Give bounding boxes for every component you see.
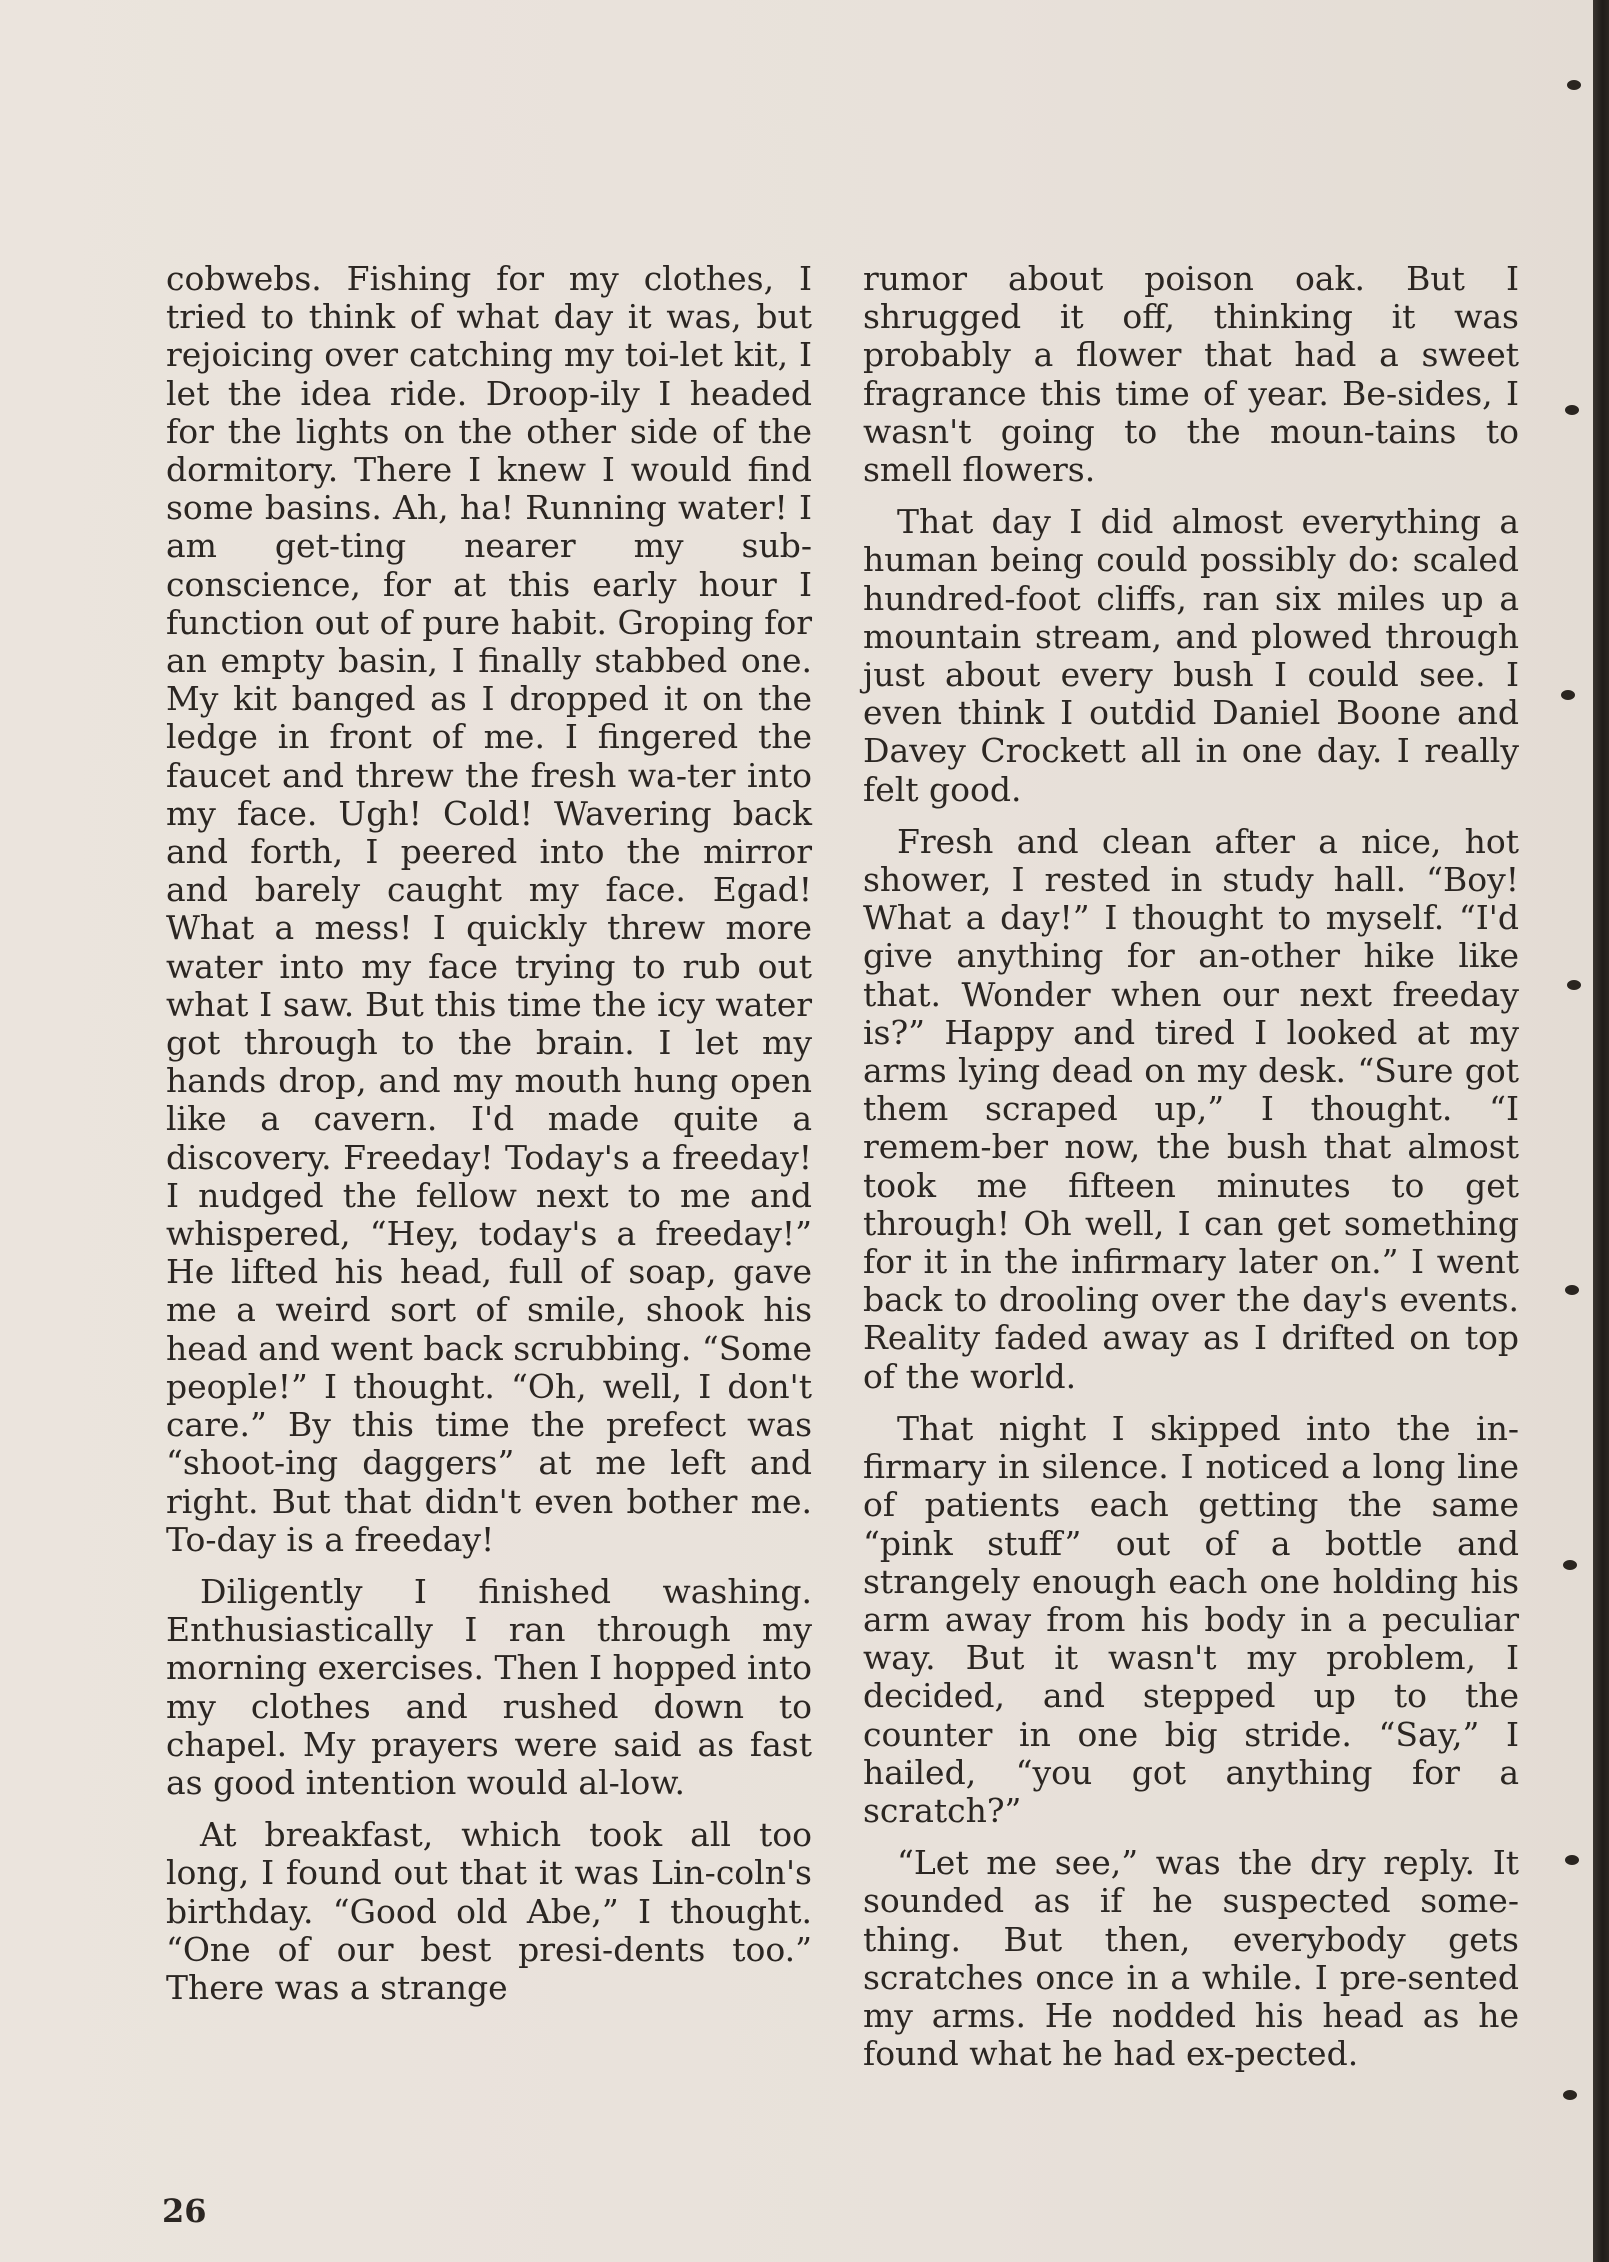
- binding-hole: [1565, 1855, 1579, 1865]
- paragraph: cobwebs. Fishing for my clothes, I tried to think of what day it was, but rejoicing over catching my toi-let kit, I let the idea ride. Droop-ily I headed for the lights on the other side of the dormitory. There I knew I would find some basins. Ah, ha! Running water! I am get-ting nearer my sub-conscience, for at this early hour I function out of pure habit. Groping for an empty basin, I finally stabbed one. My kit banged as I dropped it on the ledge in front of me. I fingered the faucet and threw the fresh wa-ter into my face. Ugh! Cold! Wavering back and forth, I peered into the mirror and barely caught my face. Egad! What a mess! I quickly threw more water into my face trying to rub out what I saw. But this time the icy water got through to the brain. I let my hands drop, and my mouth hung open like a cavern. I'd made quite a discovery. Freeday! Today's a freeday! I nudged the fellow next to me and whispered, “Hey, today's a freeday!” He lifted his head, full of soap, gave me a weird sort of smile, shook his head and went back scrubbing. “Some people!” I thought. “Oh, well, I don't care.” By this time the prefect was “shoot-ing daggers” at me left and right. But that didn't even bother me. To-day is a freeday!: [166, 259, 812, 1559]
- page-number: 26: [162, 2192, 207, 2230]
- paragraph: Fresh and clean after a nice, hot shower, I rested in study hall. “Boy! What a day!” I thought to myself. “I'd give anything for an-other hike like that. Wonder when our next freeday is?” Happy and tired I looked at my arms lying dead on my desk. “Sure got them scraped up,” I thought. “I remem-ber now, the bush that almost took me fifteen minutes to get through! Oh well, I can get something for it in the infirmary later on.” I went back to drooling over the day's events. Reality faded away as I drifted on top of the world.: [863, 821, 1519, 1396]
- binding-hole: [1565, 405, 1579, 415]
- paragraph: That day I did almost everything a human being could possibly do: scaled hundred-foot cliffs, ran six miles up a mountain stream, and plowed through just about every bush I could see. I even think I outdid Daniel Boone and Davey Crockett all in one day. I really felt good.: [863, 502, 1519, 809]
- binding-hole: [1563, 2090, 1577, 2100]
- binding-hole: [1565, 1285, 1579, 1295]
- paragraph: Diligently I finished washing. Enthusiastically I ran through my morning exercises. Then I hopped into my clothes and rushed down to chapel. My prayers were said as fast as good intention would al-low.: [166, 1571, 812, 1802]
- binding-hole: [1563, 1560, 1577, 1570]
- paragraph: That night I skipped into the in-firmary in silence. I noticed a long line of patients each getting the same “pink stuff” out of a bottle and strangely enough each one holding his arm away from his body in a peculiar way. But it wasn't my problem, I decided, and stepped up to the counter in one big stride. “Say,” I hailed, “you got anything for a scratch?”: [863, 1408, 1519, 1830]
- page-edge: [1593, 0, 1609, 2262]
- paragraph: “Let me see,” was the dry reply. It sounded as if he suspected some-thing. But then, everybody gets scratches once in a while. I pre-sented my arms. He nodded his head as he found what he had ex-pected.: [863, 1843, 1519, 2074]
- binding-hole: [1561, 690, 1575, 700]
- binding-hole: [1567, 80, 1581, 90]
- right-column: [863, 260, 1519, 2087]
- paragraph: At breakfast, which took all too long, I found out that it was Lin-coln's birthday. “Good old Abe,” I thought. “One of our best presi-dents too.” There was a strange: [166, 1815, 812, 2007]
- paragraph: rumor about poison oak. But I shrugged it off, thinking it was probably a flower that had a sweet fragrance this time of year. Be-sides, I wasn't going to the moun-tains to smell flowers.: [863, 259, 1519, 490]
- left-column: [166, 260, 812, 2021]
- binding-hole: [1567, 980, 1581, 990]
